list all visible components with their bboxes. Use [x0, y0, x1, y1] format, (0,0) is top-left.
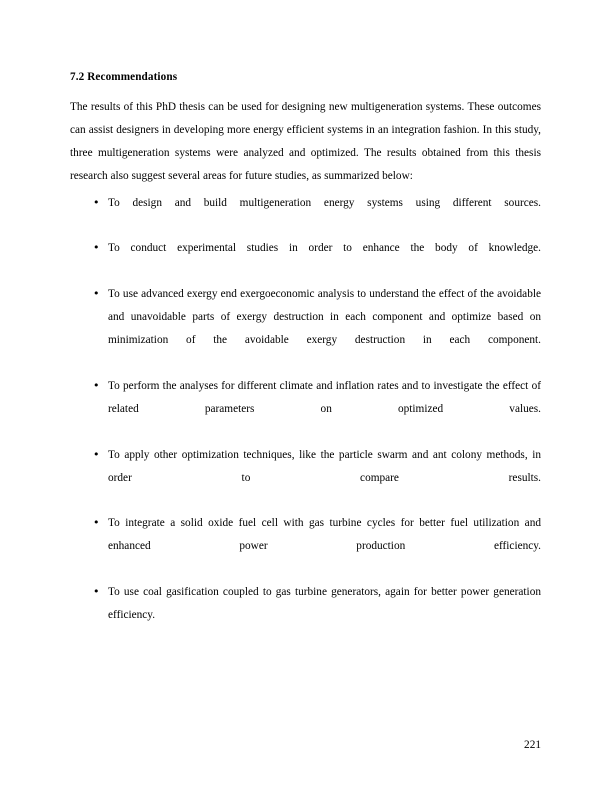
bullet-point-icon: •	[93, 287, 100, 301]
list-item	[70, 444, 541, 513]
list-item-text: To design and build multigeneration energy systems using different sources.	[108, 196, 541, 209]
list-item	[70, 512, 541, 581]
bullet-point-icon: •	[93, 447, 100, 461]
bullet-point-icon: •	[93, 378, 100, 392]
recommendations-list	[70, 192, 541, 650]
list-item	[70, 192, 541, 238]
list-item-text: To use coal gasification coupled to gas turbine generators, again for better power generation efficiency.	[108, 586, 541, 621]
intro-paragraph: The results of this PhD thesis can be used for designing new multigeneration systems. These outcomes can assist designers in developing more energy efficient systems in an integration fashion. In this study, three multigeneration systems were analyzed and optimized. The results obtained from this thesis research also suggest several areas for future studies, as summarized below:	[70, 101, 541, 182]
list-item-text: To use advanced exergy end exergoeconomic analysis to understand the effect of the avoidable and unavoidable parts of exergy destruction in each component and optimize based on minimization of the avoidable exergy destruction in each component.	[108, 288, 541, 347]
section-heading: 7.2 Recommendations	[70, 71, 178, 83]
list-item	[70, 375, 541, 444]
list-item	[70, 283, 541, 375]
bullet-point-icon: •	[93, 585, 100, 599]
list-item-text: To perform the analyses for different climate and inflation rates and to investigate the effect of related parameters on optimized values.	[108, 379, 541, 415]
bullet-point-icon: •	[93, 516, 100, 530]
list-item-text: To conduct experimental studies in order to enhance the body of knowledge.	[108, 242, 541, 255]
list-item	[70, 581, 541, 650]
bullet-point-icon: •	[93, 195, 100, 209]
bullet-point-icon: •	[93, 241, 100, 255]
page-number: 221	[524, 739, 541, 751]
list-item	[70, 237, 541, 283]
page-content	[70, 70, 541, 650]
list-item-text: To integrate a solid oxide fuel cell with gas turbine cycles for better fuel utilization and enhanced power production efficiency.	[108, 517, 541, 553]
list-item-text: To apply other optimization techniques, like the particle swarm and ant colony methods, in order to compare results.	[108, 448, 541, 484]
